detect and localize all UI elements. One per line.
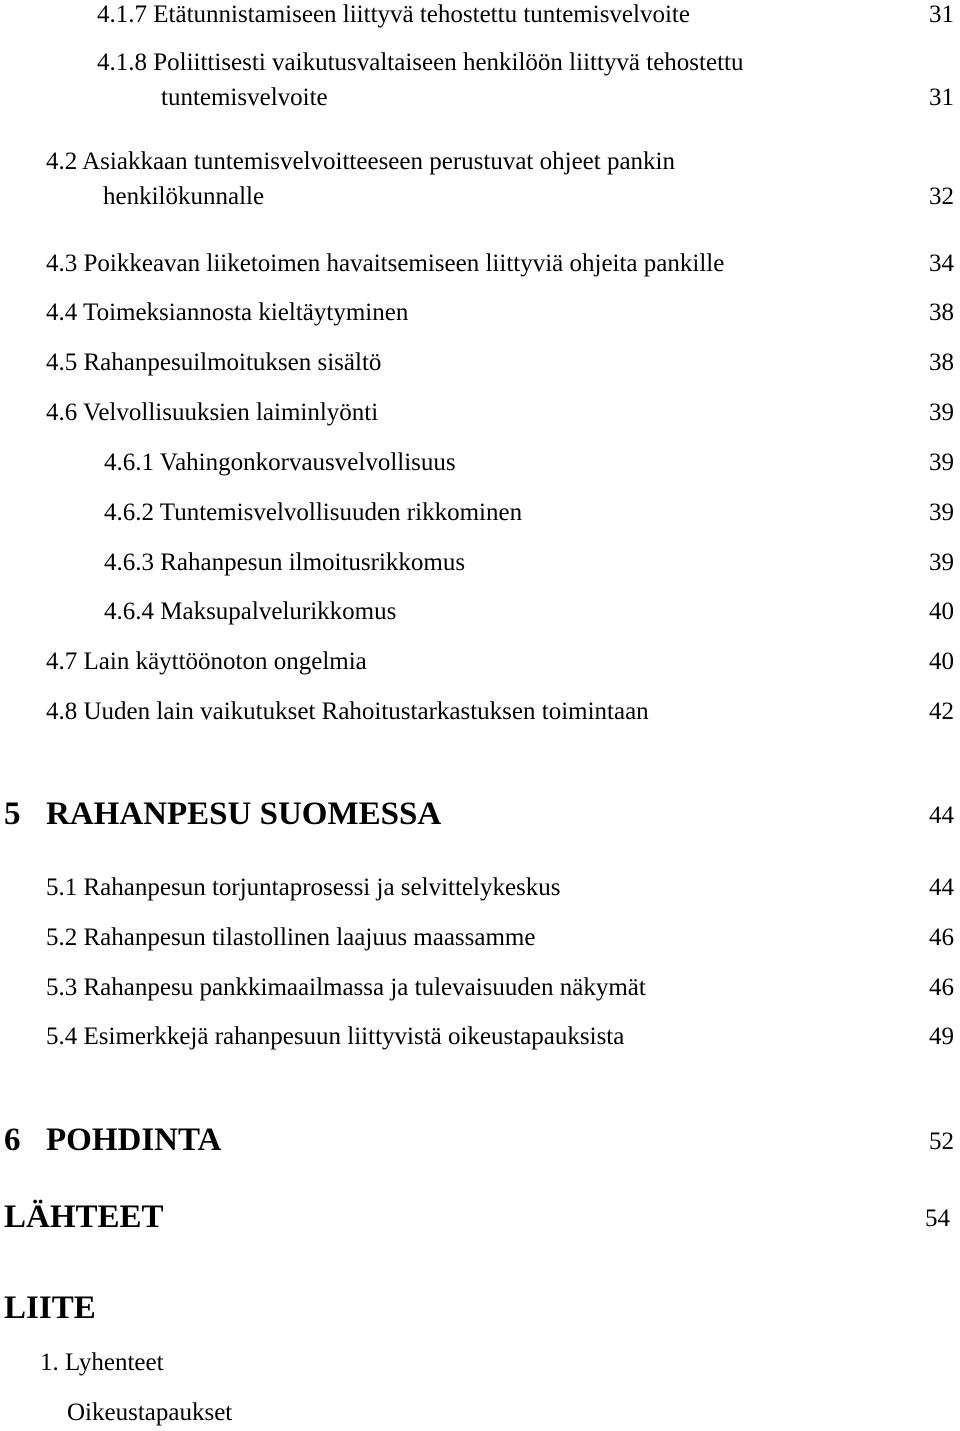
toc-entry-4-6-2: 4.6.2 Tuntemisvelvollisuuden rikkominen <box>104 499 523 526</box>
toc-entry-4-6-3: 4.6.3 Rahanpesun ilmoitusrikkomus <box>104 549 466 576</box>
toc-page-4-6: 39 <box>929 399 954 426</box>
toc-entry-4-1-8-cont: tuntemisvelvoite <box>161 84 328 111</box>
toc-page-4-1-7: 31 <box>929 1 954 28</box>
toc-entry-4-1-7: 4.1.7 Etätunnistamiseen liittyvä tehostettu tuntemisvelvoite <box>97 1 690 28</box>
toc-entry-4-8: 4.8 Uuden lain vaikutukset Rahoitustarkastuksen toimintaan <box>46 698 649 725</box>
toc-page-4-6-4: 40 <box>929 598 954 625</box>
toc-entry-4-2-cont: henkilökunnalle <box>103 183 265 210</box>
toc-page-5-1: 44 <box>929 874 954 901</box>
toc-entry-5-2: 5.2 Rahanpesun tilastollinen laajuus maassamme <box>46 924 536 951</box>
chapter-number: 5 <box>4 796 21 832</box>
toc-entry-5-3: 5.3 Rahanpesu pankkimaailmassa ja tulevaisuuden näkymät <box>46 974 646 1001</box>
toc-entry-4-2: 4.2 Asiakkaan tuntemisvelvoitteeseen perustuvat ohjeet pankin <box>46 148 676 175</box>
toc-page-4-2: 32 <box>929 183 954 210</box>
toc-chapter-5 <box>4 795 441 833</box>
toc-entry-4-4: 4.4 Toimeksiannosta kieltäytyminen <box>46 299 409 326</box>
toc-page-chapter-5: 44 <box>929 802 954 829</box>
toc-liite: LIITE <box>4 1290 96 1326</box>
toc-page-4-3: 34 <box>929 250 954 277</box>
chapter-number: 6 <box>4 1122 21 1158</box>
toc-entry-4-3: 4.3 Poikkeavan liiketoimen havaitsemiseen liittyviä ohjeita pankille <box>46 250 725 277</box>
toc-entry-4-7: 4.7 Lain käyttöönoton ongelmia <box>46 648 367 675</box>
toc-page-4-8: 42 <box>929 698 954 725</box>
toc-entry-5-1: 5.1 Rahanpesun torjuntaprosessi ja selvittelykeskus <box>46 874 561 901</box>
toc-page-chapter-6: 52 <box>929 1128 954 1155</box>
toc-page-5-3: 46 <box>929 974 954 1001</box>
toc-page-4-1-8: 31 <box>929 84 954 111</box>
toc-page-lahteet: 54 <box>925 1205 950 1232</box>
toc-entry-4-6-4: 4.6.4 Maksupalvelurikkomus <box>104 598 397 625</box>
toc-liite-item-1: 1. Lyhenteet <box>40 1349 164 1376</box>
toc-page-4-6-3: 39 <box>929 549 954 576</box>
toc-page-5-4: 49 <box>929 1023 954 1050</box>
toc-liite-item-2: Oikeustapaukset <box>67 1399 233 1426</box>
toc-page-5-2: 46 <box>929 924 954 951</box>
toc-page-4-6-2: 39 <box>929 499 954 526</box>
toc-chapter-6 <box>4 1121 221 1159</box>
toc-page-4-5: 38 <box>929 349 954 376</box>
toc-entry-5-4: 5.4 Esimerkkejä rahanpesuun liittyvistä oikeustapauksista <box>46 1023 625 1050</box>
toc-entry-4-6: 4.6 Velvollisuuksien laiminlyönti <box>46 399 379 426</box>
toc-entry-4-1-8: 4.1.8 Poliittisesti vaikutusvaltaiseen henkilöön liittyvä tehostettu <box>97 49 744 76</box>
toc-page-4-6-1: 39 <box>929 449 954 476</box>
toc-entry-4-6-1: 4.6.1 Vahingonkorvausvelvollisuus <box>104 449 456 476</box>
toc-entry-4-5: 4.5 Rahanpesuilmoituksen sisältö <box>46 349 382 376</box>
chapter-title: POHDINTA <box>46 1122 222 1158</box>
toc-page-4-4: 38 <box>929 299 954 326</box>
toc-page-4-7: 40 <box>929 648 954 675</box>
chapter-title: RAHANPESU SUOMESSA <box>46 796 442 832</box>
toc-lahteet: LÄHTEET <box>4 1199 164 1235</box>
